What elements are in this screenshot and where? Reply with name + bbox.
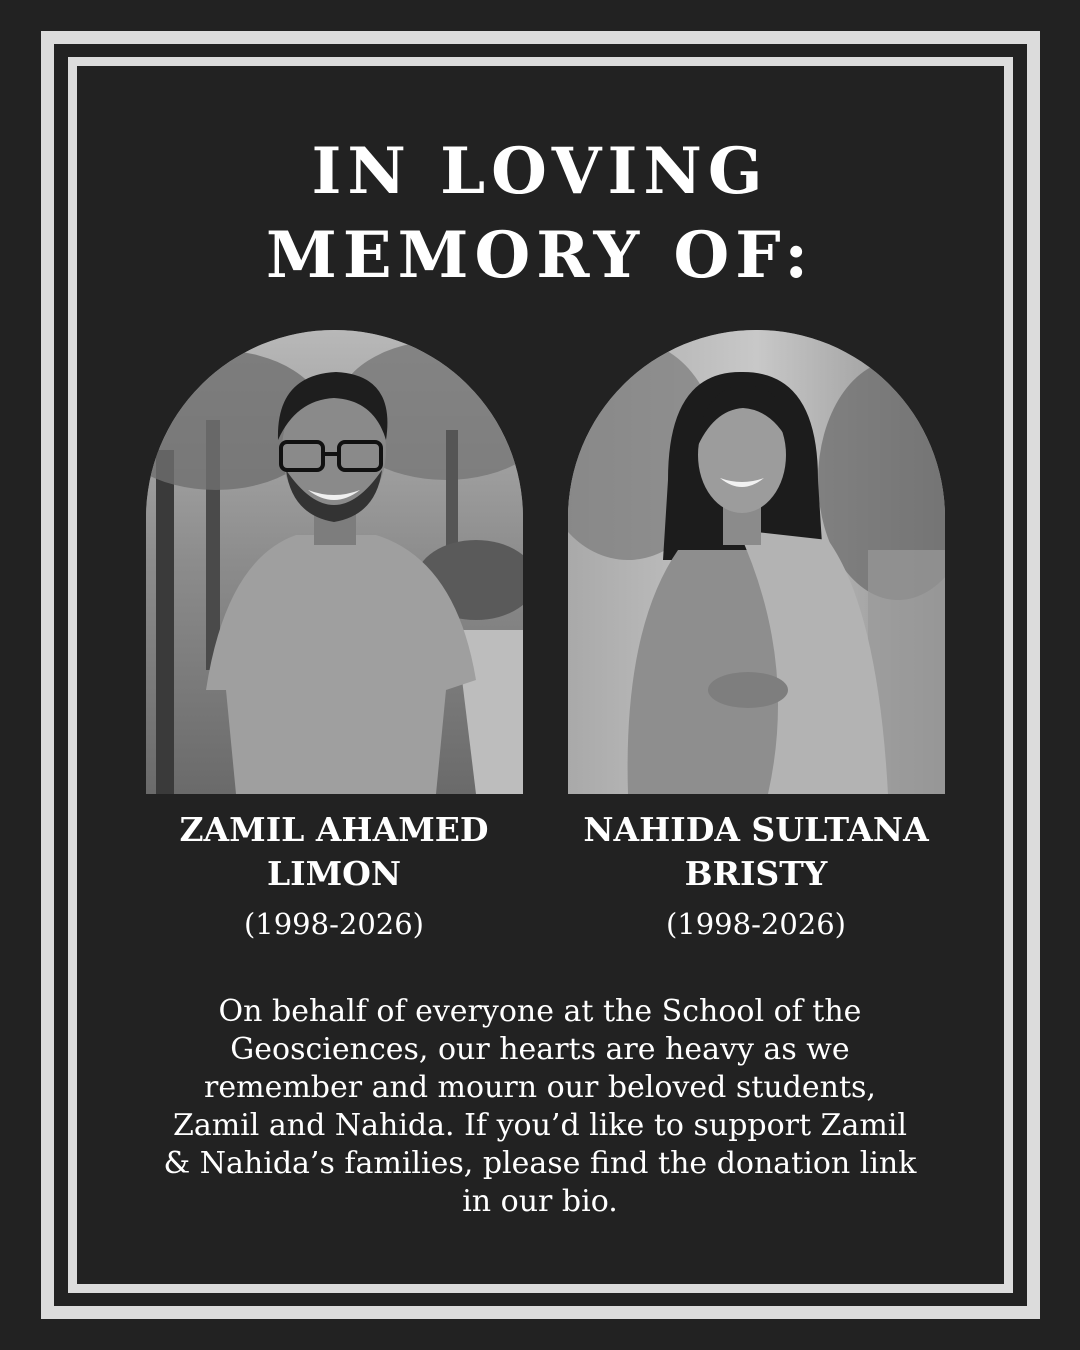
life-years-zamil: (1998-2026) [243,907,425,941]
name-line-2: LIMON [266,854,402,893]
page-title [0,130,1080,298]
name-line-1: ZAMIL AHAMED [179,810,489,849]
portrait-image [568,330,945,794]
message-line: remember and mourn our beloved students, [204,1070,876,1105]
life-years-nahida: (1998-2026) [665,907,847,941]
tribute-message [130,993,950,1221]
name-line-2: BRISTY [684,854,828,893]
portrait-photo-nahida [568,330,945,794]
title-line-1: IN LOVING [311,134,769,209]
message-line: & Nahida’s families, please find the donation link [163,1146,917,1181]
person-name-nahida [546,808,966,896]
person-name-zamil [124,808,544,896]
message-line: Zamil and Nahida. If you’d like to support Zamil [173,1108,907,1143]
portrait-photo-zamil [146,330,523,794]
portrait-image [146,330,523,794]
name-line-1: NAHIDA SULTANA [583,810,929,849]
message-line: Geosciences, our hearts are heavy as we [230,1032,850,1067]
message-line: On behalf of everyone at the School of the [218,994,862,1029]
title-line-2: MEMORY OF: [266,218,814,293]
message-line: in our bio. [462,1184,618,1219]
